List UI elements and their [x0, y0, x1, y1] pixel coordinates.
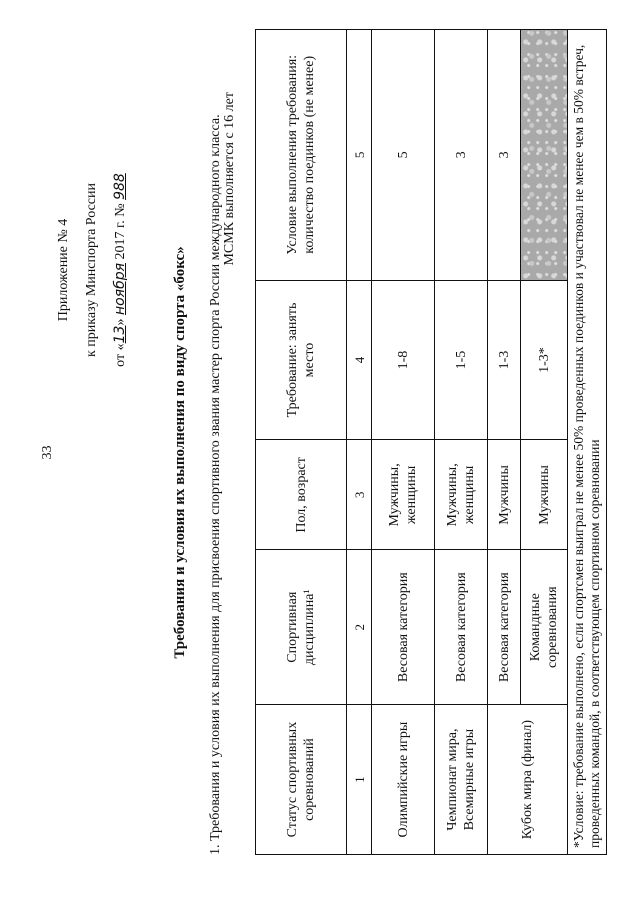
footnote-row — [568, 30, 607, 855]
header-cell: Пол, возраст — [256, 440, 347, 550]
appendix-title: Приложение № 4 — [56, 218, 71, 322]
table-row — [435, 30, 488, 855]
handwritten-month: ноября — [112, 262, 128, 316]
handwritten-day: 13 — [112, 325, 128, 344]
section-paragraph: 1. Требования и условия их выполнения для присвоения спортивного звания мастер спорта России международного класса. — [208, 114, 223, 855]
discipline-cell: Командные соревнования — [521, 550, 568, 705]
bouts-cell: 3 — [488, 30, 521, 281]
place-cell: 1-5 — [435, 280, 488, 440]
table-footnote: *Условие: требование выполнено, если спортсмен выиграл не менее 50% проведенных поединков и участвовал не менее чем в 50% встреч, проведенных командой, в соответствующем спортивном соревновании — [568, 30, 607, 855]
header-cell: Условие выполнения требования: количество поединков (не менее) — [256, 30, 347, 281]
date-mid: » — [113, 315, 128, 326]
column-number: 2 — [347, 550, 372, 705]
requirements-table — [255, 29, 607, 855]
status-cell: Кубок мира (финал) — [488, 705, 568, 855]
status-cell: Олимпийские игры — [372, 705, 435, 855]
appendix-date-line — [106, 140, 135, 400]
discipline-cell: Весовая категория — [488, 550, 521, 705]
column-number: 4 — [347, 280, 372, 440]
header-cell: Требование: занять место — [256, 280, 347, 440]
column-number: 5 — [347, 30, 372, 281]
handwritten-order-number: 988 — [112, 173, 128, 200]
shaded-bouts-cell — [521, 30, 568, 281]
document-title: Требования и условия их выполнения по виду спорта «бокс» — [172, 246, 188, 659]
appendix-header — [50, 140, 135, 400]
bouts-cell: 3 — [435, 30, 488, 281]
column-number: 1 — [347, 705, 372, 855]
place-cell: 1-3 — [488, 280, 521, 440]
header-cell: Статус спортивных соревнований — [256, 705, 347, 855]
status-cell: Чемпионат мира, Всемирные игры — [435, 705, 488, 855]
gender-cell: Мужчины — [488, 440, 521, 550]
header-cell: Спортивная дисциплина¹ — [256, 550, 347, 705]
table-header-row — [256, 30, 347, 855]
column-number-row — [347, 30, 372, 855]
gender-cell: Мужчины, женщины — [372, 440, 435, 550]
table-row — [488, 30, 521, 855]
column-number: 3 — [347, 440, 372, 550]
discipline-cell: Весовая категория — [372, 550, 435, 705]
place-cell: 1-8 — [372, 280, 435, 440]
appendix-order-line: к приказу Минспорта России — [84, 183, 99, 357]
table-row — [372, 30, 435, 855]
gender-cell: Мужчины — [521, 440, 568, 550]
bouts-cell: 5 — [372, 30, 435, 281]
place-cell: 1-3* — [521, 280, 568, 440]
date-year: 2017 г. № — [113, 199, 128, 263]
gender-cell: Мужчины, женщины — [435, 440, 488, 550]
date-prefix: от « — [113, 343, 128, 367]
age-note: МСМК выполняется с 16 лет — [222, 92, 237, 266]
page-number: 33 — [40, 445, 55, 460]
discipline-cell: Весовая категория — [435, 550, 488, 705]
